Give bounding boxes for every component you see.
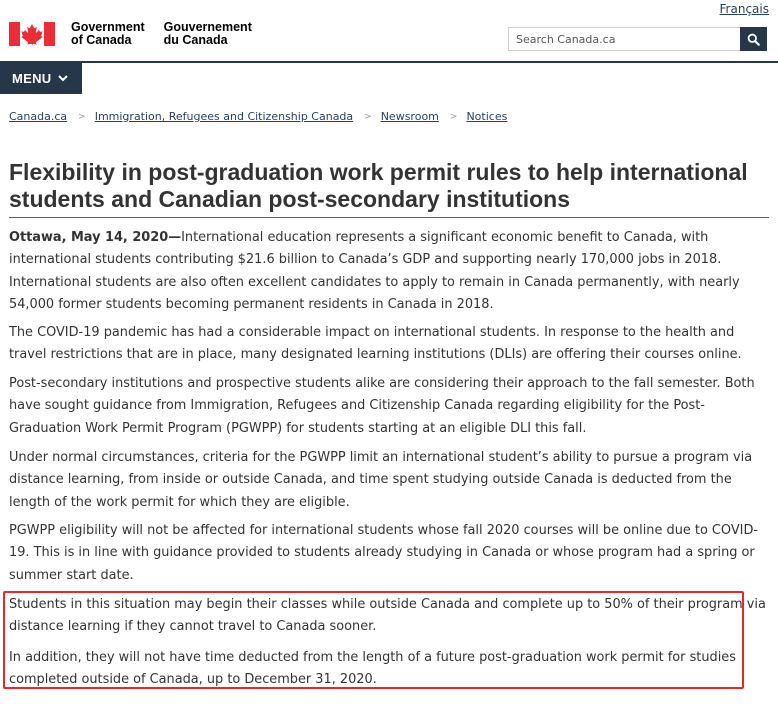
article-paragraph: Under normal circumstances, criteria for the PGWPP limit an international student’s ability to pursue a program via distance learning, from inside or outside Canada, and time spent studying outside Canada is deducted from the length of the work permit for which they are eligible.	[9, 450, 753, 510]
search-button[interactable]	[740, 27, 767, 51]
breadcrumb-item-canada-ca[interactable]: Canada.ca	[9, 110, 68, 123]
maple-leaf-icon	[21, 23, 43, 45]
breadcrumb-item-ircc[interactable]: Immigration, Refugees and Citizenship Canada	[94, 110, 354, 123]
canada-flag-icon	[9, 22, 55, 46]
article-paragraph-highlighted: In addition, they will not have time deducted from the length of a future post-graduation work permit for studies completed outside of Canada, up to December 31, 2020.	[9, 650, 736, 688]
site-search	[508, 27, 767, 51]
article-paragraph-highlighted: Students in this situation may begin their classes while outside Canada and complete up to 50% of their program via distance learning if they cannot travel to Canada sooner.	[9, 597, 766, 635]
brand-name-french: Gouvernement du Canada	[163, 20, 252, 47]
breadcrumb-separator: >	[449, 111, 458, 122]
search-input[interactable]: Search Canada.ca	[508, 27, 740, 51]
chevron-down-icon	[58, 75, 68, 82]
breadcrumb-separator: >	[364, 111, 372, 122]
search-icon	[747, 33, 760, 46]
language-toggle-link[interactable]: Français	[719, 2, 769, 16]
title-underline	[9, 217, 769, 218]
government-of-canada-signature[interactable]	[9, 20, 271, 48]
article-paragraph: The COVID-19 pandemic has had a considerable impact on international students. In response to the health and travel restrictions that are in place, many designated learning institutions (DLIs) are offering their courses online.	[9, 325, 742, 363]
breadcrumb-item-notices[interactable]: Notices	[466, 110, 508, 123]
menu-divider	[0, 61, 778, 63]
breadcrumb	[9, 110, 507, 123]
article-paragraph: Post-secondary institutions and prospective students alike are considering their approach to the fall semester. Both have sought guidance from Immigration, Refugees and Citizenship Canada regarding eligibility for the Post-Graduation Work Permit Program (PGWPP) for students starting at an eligible DLI this fall.	[9, 376, 755, 436]
menu-button[interactable]: MENU	[0, 63, 82, 94]
page-title: Flexibility in post-graduation work permit rules to help international students and Canadian post-secondary institutions	[9, 159, 748, 212]
highlight-annotation-box	[3, 591, 744, 689]
article-paragraph: PGWPP eligibility will not be affected for international students whose fall 2020 courses will be online due to COVID-19. This is in line with guidance provided to students already studying in Canada or whose program had a spring or summer start date.	[9, 523, 759, 583]
brand-name-english: Government of Canada	[71, 20, 145, 47]
breadcrumb-item-newsroom[interactable]: Newsroom	[380, 110, 439, 123]
article-paragraph: Ottawa, May 14, 2020—International education represents a significant economic benefit to Canada, with international students contributing $21.6 billion to Canada’s GDP and supporting nearly 170,000 jobs in 2018. International students are also often excellent candidates to apply to remain in Canada permanently, with nearly 54,000 former students becoming permanent residents in Canada in 2018.	[9, 230, 740, 313]
breadcrumb-separator: >	[78, 111, 86, 122]
dateline: Ottawa, May 14, 2020—	[9, 230, 182, 245]
